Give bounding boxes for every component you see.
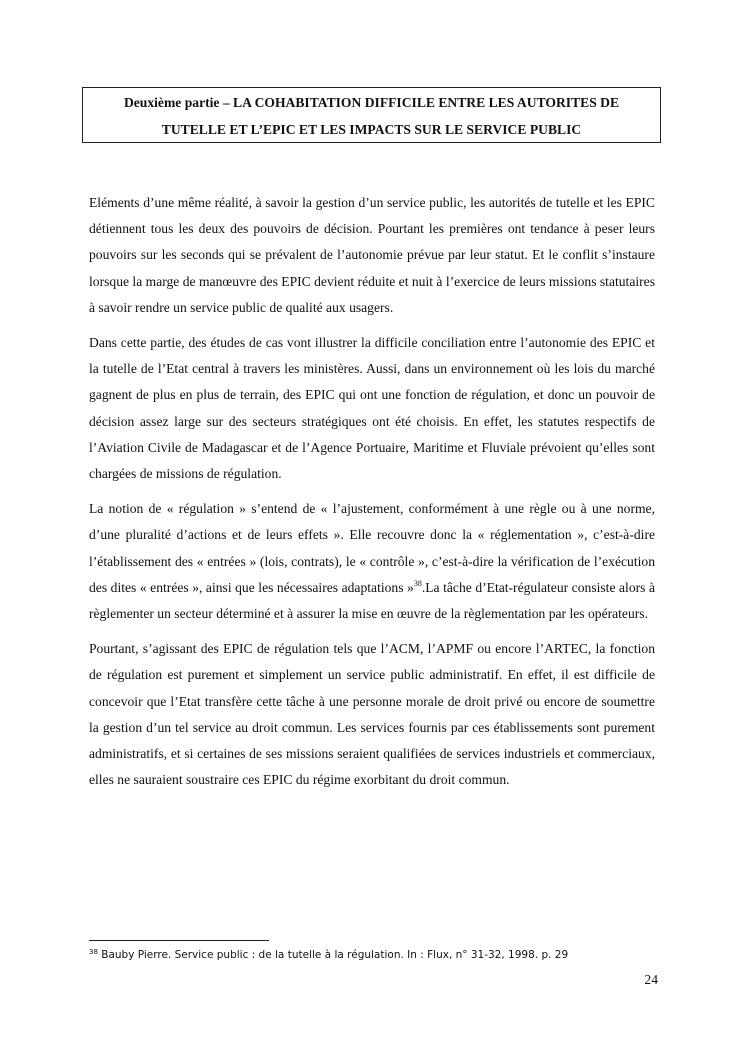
paragraph-3 [89,496,655,627]
section-heading [82,87,661,143]
paragraph-3-continuation: .La tâche d’Etat-régulateur consiste alors à règlementer un secteur déterminé et à assurer la mise en œuvre de la règlementation par les opérateurs. [89,579,655,622]
paragraph-4: Pourtant, s’agissant des EPIC de régulation tels que l’ACM, l’APMF ou encore l’ARTEC, la fonction de régulation est purement et simplement un service public administratif. En effet, il est difficile de concevoir que l’Etat transfère cette tâche à une personne morale de droit privé ou encore de soumettre la gestion d’un tel service au droit commun. Les services fournis par ces établissements sont purement administratifs, et si certaines de ses missions seraient qualifiées de services industriels et commerciaux, elles ne sauraient soustraire ces EPIC du régime exorbitant du droit commun. [89,641,655,788]
section-heading-line-2: TUTELLE ET L’EPIC ET LES IMPACTS SUR LE SERVICE PUBLIC [161,122,582,137]
footnote-text: Bauby Pierre. Service public : de la tutelle à la régulation. In : Flux, n° 31-32, 1998. p. 29 [97,949,569,961]
footnote-reference[interactable]: 38 [413,578,422,588]
footnote-separator [89,940,269,941]
paragraph-1: Eléments d’une même réalité, à savoir la gestion d’un service public, les autorités de tutelle et les EPIC détiennent tous les deux des pouvoirs de décision. Pourtant les premières ont tendance à peser leurs pouvoirs sur les seconds qui se prévalent de l’autonomie prévue par leur statut. Et le conflit s’instaure lorsque la marge de manœuvre des EPIC devient réduite et nuit à l’exercice de leurs missions statutaires à savoir rendre un service public de qualité aux usagers. [89,195,655,315]
footnote [89,946,655,964]
section-heading-line-1: Deuxième partie – LA COHABITATION DIFFICILE ENTRE LES AUTORITES DE [123,95,620,110]
paragraph-2: Dans cette partie, des études de cas vont illustrer la difficile conciliation entre l’autonomie des EPIC et la tutelle de l’Etat central à travers les ministères. Aussi, dans un environnement où les lois du marché gagnent de plus en plus de terrain, des EPIC qui ont une fonction de régulation, et donc un pouvoir de décision assez large sur des secteurs stratégiques ont été choisis. En effet, les statutes respectifs de l’Aviation Civile de Madagascar et de l’Agence Portuaire, Maritime et Fluviale prévoient qu’elles sont chargées de missions de régulation. [89,335,655,482]
body-text [89,190,655,802]
page-number: 24 [644,972,658,987]
paragraph-3-text: La notion de « régulation » s’entend de « l’ajustement, conformément à une règle ou à une norme, d’une pluralité d’actions et de leurs effets ». Elle recouvre donc la « réglementation », c’est-à-dire l’établissement des « entrées » (lois, contrats), le « contrôle », c’est-à-dire la vérification de l’exécution des dites « entrées », ainsi que les nécessaires adaptations » [89,501,655,595]
footnote-number: 38 [89,948,98,956]
